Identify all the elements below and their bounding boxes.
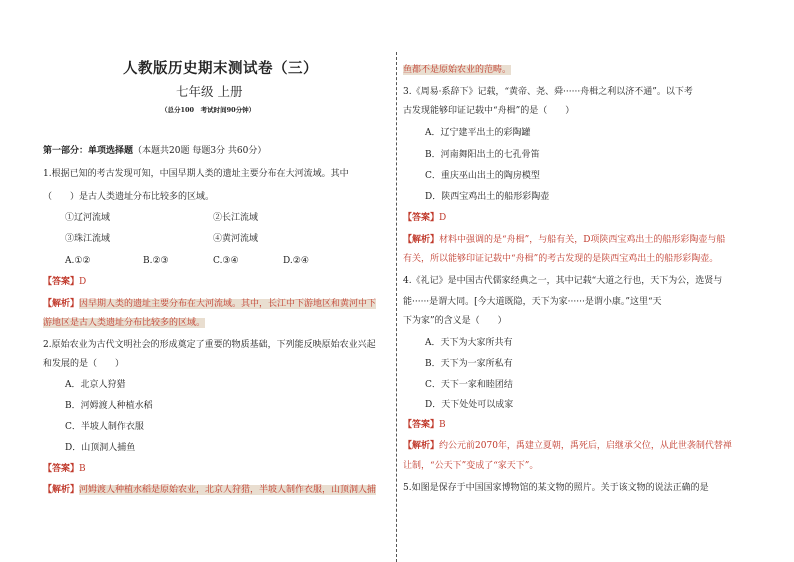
q1-item-4: ④黄河流域 [213, 234, 259, 244]
q1-analysis-2 [43, 318, 205, 329]
q2-analysis-2 [403, 65, 511, 76]
q4-analysis-1 [403, 441, 732, 452]
q4-stem-1: 4.《礼记》是中国古代儒家经典之一，其中记载“大道之行也，天下为公，选贤与 [403, 276, 723, 286]
q2-option-d: D．山顶洞人捕鱼 [65, 443, 136, 453]
answer-value: B [439, 420, 446, 430]
q3-option-b: B．河南舞阳出土的七孔骨笛 [425, 150, 540, 160]
analysis-label: 【解析】 [403, 441, 440, 451]
q4-analysis-2: 让制，“公天下”变成了“家天下”。 [403, 461, 539, 471]
q1-choice-a: A.①② [65, 256, 91, 266]
analysis-text: 约公元前2070年，禹建立夏朝，禹死后，启继承父位，从此世袭制代替禅 [439, 441, 732, 451]
answer-value: B [79, 464, 86, 474]
answer-value: D [439, 213, 447, 223]
q3-option-c: C．重庆巫山出土的陶房模型 [425, 171, 540, 181]
analysis-text: 游地区是古人类遗址分布比较多的区域。 [43, 318, 206, 328]
q1-choice-d: D.②④ [283, 256, 309, 266]
q1-analysis-1 [43, 299, 376, 310]
q4-option-a: A．天下为大家所共有 [425, 338, 513, 348]
q3-option-d: D．陕西宝鸡出土的船形彩陶壶 [425, 192, 550, 202]
q1-item-1: ①辽河流域 [65, 213, 111, 223]
q2-option-c: C．半坡人制作衣服 [65, 422, 144, 432]
q4-option-c: C．天下一家和睦团结 [425, 380, 513, 390]
q1-stem-2: （ ）是古人类遗址分布比较多的区域。 [43, 192, 215, 202]
q4-answer [403, 420, 446, 431]
answer-label: 【答案】 [43, 464, 80, 474]
answer-label: 【答案】 [403, 420, 440, 430]
q2-stem-1: 2.原始农业为古代文明社会的形成奠定了重要的物质基础，下列能反映原始农业兴起 [43, 340, 376, 350]
answer-value: D [79, 277, 87, 287]
q2-answer [43, 464, 86, 475]
q5-stem-1: 5.如图是保存于中国国家博物馆的某文物的照片。关于该文物的说法正确的是 [403, 483, 709, 493]
answer-label: 【答案】 [403, 213, 440, 223]
analysis-label: 【解析】 [43, 485, 80, 495]
q4-stem-3: 下为家”的含义是（ ） [403, 316, 507, 326]
q3-stem-2: 古发现能够印证记载中“舟楫”的是（ ） [403, 106, 575, 116]
q1-item-3: ③珠江流域 [65, 234, 111, 244]
q1-item-2: ②长江流域 [213, 213, 259, 223]
analysis-text: 材料中强调的是“舟楫”，与船有关，D项陕西宝鸡出土的船形彩陶壶与船 [439, 235, 726, 245]
q2-option-a: A．北京人狩猎 [65, 380, 126, 390]
q3-stem-1: 3.《周易·系辞下》记载，“黄帝、尧、舜······舟楫之利以济不通”。以下考 [403, 87, 693, 97]
exam-note: （总分100 考试时间90分钟） [161, 106, 256, 114]
q1-choice-c: C.③④ [213, 256, 239, 266]
q2-stem-2: 和发展的是（ ） [43, 359, 125, 369]
section-desc: （本题共20题 每题3分 共60分） [133, 146, 267, 156]
q3-analysis-2: 有关，所以能够印证记载中“舟楫”的考古发现的是陕西宝鸡出土的船形彩陶壶。 [403, 254, 719, 264]
q4-stem-2: 能······是谓大同。[今大道既隐，天下为家······是谓小康。”这里“天 [403, 297, 662, 307]
q2-option-b: B．河姆渡人种植水稻 [65, 401, 153, 411]
q1-choice-b: B.②③ [143, 256, 169, 266]
q3-analysis-1 [403, 235, 725, 246]
page-subtitle: 七年级 上册 [176, 84, 243, 99]
section-label: 第一部分：单项选择题 [43, 146, 134, 156]
q4-option-d: D．天下处处可以成家 [425, 400, 514, 410]
page-title: 人教版历史期末测试卷（三） [123, 60, 318, 77]
analysis-label: 【解析】 [43, 299, 80, 309]
q3-answer [403, 213, 446, 224]
column-divider [396, 52, 397, 562]
section-heading [43, 146, 266, 157]
q2-analysis-1 [43, 485, 376, 496]
answer-label: 【答案】 [43, 277, 80, 287]
analysis-text: 鱼都不是原始农业的范畴。 [403, 65, 512, 75]
analysis-label: 【解析】 [403, 235, 440, 245]
q3-option-a: A．辽宁建平出土的彩陶罐 [425, 128, 531, 138]
analysis-text: 河姆渡人种植水稻是原始农业，北京人狩猎，半坡人制作衣服，山顶洞人捕 [79, 485, 377, 495]
q4-option-b: B．天下为一家所私有 [425, 359, 513, 369]
analysis-text: 因早期人类的遗址主要分布在大河流域。其中，长江中下游地区和黄河中下 [79, 299, 377, 309]
q1-stem-1: 1.根据已知的考古发现可知，中国早期人类的遗址主要分布在大河流域。其中 [43, 169, 349, 179]
q1-answer [43, 277, 86, 288]
